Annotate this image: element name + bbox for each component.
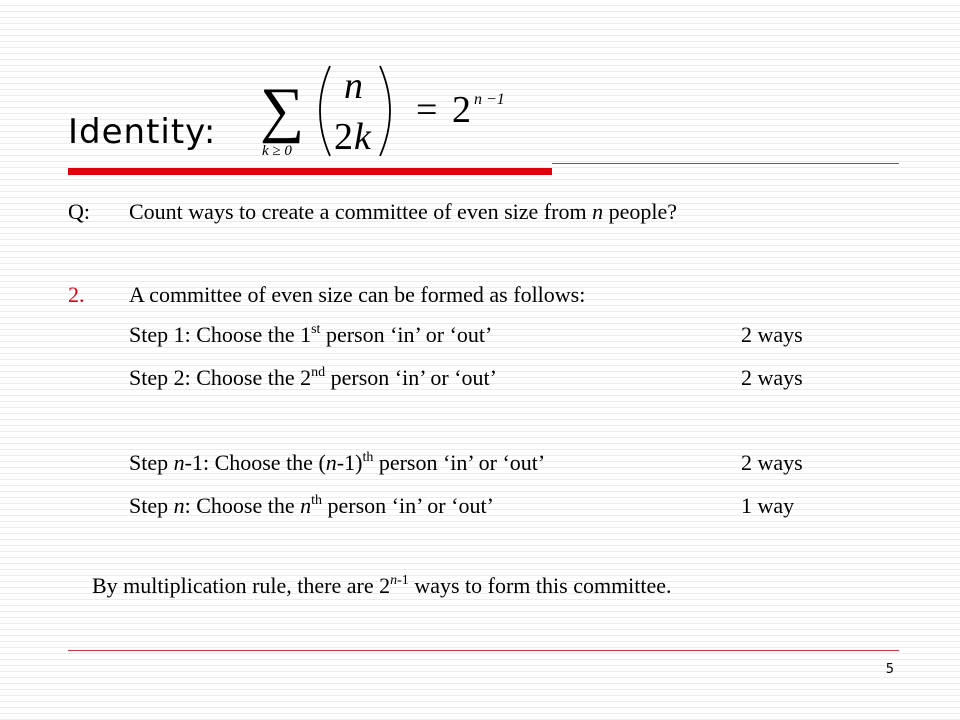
step-4-var2: n — [300, 493, 312, 518]
item-number: 2. — [68, 282, 85, 307]
binom-bottom-var: k — [354, 116, 371, 158]
step-n-ways: 1 way — [741, 493, 795, 518]
slide-title: Identity: — [68, 112, 217, 152]
conclusion-sup-var: n — [390, 573, 398, 588]
conclusion-sup-rest: -1 — [397, 573, 409, 588]
page-number: 5 — [885, 662, 894, 677]
step-3-suffix: person ‘in’ or ‘out’ — [373, 450, 546, 475]
title-underline-accent — [68, 168, 552, 175]
step-3-mid: -1: Choose the ( — [184, 450, 326, 475]
step-n-minus-1-ways: 2 ways — [741, 450, 803, 475]
step-2 — [129, 365, 497, 391]
step-1-prefix: Step 1: Choose the 1 — [129, 322, 312, 347]
step-3-sup: th — [362, 450, 374, 465]
step-1-ways: 2 ways — [741, 322, 803, 347]
question-text-after: people? — [603, 199, 677, 224]
identity-formula — [258, 58, 528, 168]
question-text-before: Count ways to create a committee of even size from — [129, 199, 593, 224]
item-text: A committee of even size can be formed as follows: — [129, 282, 586, 307]
step-2-suffix: person ‘in’ or ‘out’ — [325, 365, 497, 390]
binom-left-paren — [320, 66, 330, 156]
step-4-suffix: person ‘in’ or ‘out’ — [322, 493, 494, 518]
conclusion-text — [92, 573, 672, 599]
question-var: n — [592, 199, 604, 224]
step-1 — [129, 322, 492, 348]
step-3-var: n — [173, 450, 185, 475]
step-4-var: n — [173, 493, 185, 518]
step-3-prefix: Step — [129, 450, 174, 475]
step-2-prefix: Step 2: Choose the 2 — [129, 365, 312, 390]
step-4-prefix: Step — [129, 493, 174, 518]
title-underline-rule — [552, 163, 899, 164]
step-n-minus-1 — [129, 450, 545, 476]
rhs-exponent: n −1 — [474, 91, 505, 108]
step-4-sup: th — [311, 493, 323, 508]
step-1-suffix: person ‘in’ or ‘out’ — [320, 322, 493, 347]
rhs-base: 2 — [452, 89, 471, 131]
binom-top: n — [344, 65, 363, 107]
question-label: Q: — [68, 199, 90, 224]
step-2-ways: 2 ways — [741, 365, 803, 390]
step-2-sup: nd — [311, 365, 326, 380]
question-text — [129, 199, 677, 225]
conclusion-before: By multiplication rule, there are 2 — [92, 573, 391, 598]
step-4-mid: : Choose the — [184, 493, 301, 518]
conclusion-after: ways to form this committee. — [408, 573, 672, 598]
step-1-sup: st — [311, 322, 321, 337]
step-3-var2: n — [325, 450, 337, 475]
sum-index: k ≥ 0 — [262, 143, 292, 159]
sum-symbol: ∑ — [260, 76, 305, 144]
step-n — [129, 493, 494, 519]
footer-rule — [68, 650, 899, 651]
step-3-mid2: -1) — [336, 450, 363, 475]
binom-right-paren — [380, 66, 390, 156]
binom-bottom-coef: 2 — [334, 116, 353, 158]
equals-sign: = — [416, 89, 438, 131]
